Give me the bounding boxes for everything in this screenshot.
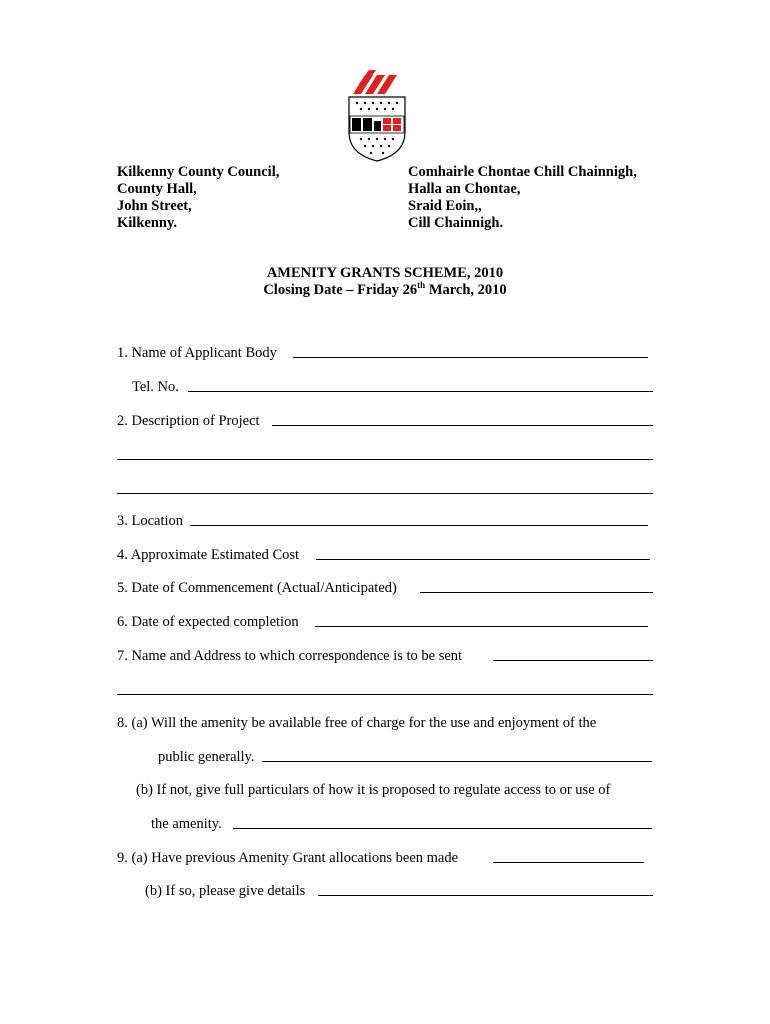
closing-date-ordinal: th: [417, 280, 426, 291]
english-address-line: County Hall,: [117, 181, 197, 197]
irish-address-line: Comhairle Chontae Chill Chainnigh,: [408, 164, 637, 180]
project-description-field-line-3[interactable]: [117, 493, 653, 494]
closing-date-prefix: Closing Date – Friday 26: [263, 282, 418, 298]
closing-date: [0, 282, 770, 299]
q5-label: 5. Date of Commencement (Actual/Anticipated): [117, 580, 397, 596]
english-address: [117, 164, 279, 232]
free-of-charge-field[interactable]: [262, 761, 652, 762]
access-particulars-field[interactable]: [233, 828, 652, 829]
q2-label: 2. Description of Project: [117, 413, 260, 429]
commencement-date-field[interactable]: [420, 592, 653, 593]
completion-date-field[interactable]: [315, 626, 648, 627]
form-title: AMENITY GRANTS SCHEME, 2010: [266, 265, 504, 281]
correspondence-address-field-line-2[interactable]: [117, 694, 653, 695]
previous-allocation-details-field[interactable]: [318, 895, 653, 896]
q9a-label: 9. (a) Have previous Amenity Grant allocations been made: [117, 850, 459, 866]
project-description-field[interactable]: [272, 425, 653, 426]
applicant-body-field[interactable]: [293, 357, 648, 358]
irish-address: [408, 164, 637, 232]
q1-tel-label: Tel. No.: [132, 379, 179, 395]
irish-address-line: Halla an Chontae,: [408, 181, 521, 197]
q7-label: 7. Name and Address to which correspondence is to be sent: [117, 648, 463, 664]
irish-address-line: Sraid Eoin,,: [408, 198, 482, 214]
english-address-line: Kilkenny County Council,: [117, 164, 280, 180]
tel-no-field[interactable]: [188, 391, 653, 392]
q8a-continuation: public generally.: [158, 749, 255, 765]
correspondence-address-field[interactable]: [493, 660, 653, 661]
q3-label: 3. Location: [117, 513, 184, 529]
q1-label: 1. Name of Applicant Body: [117, 345, 277, 361]
location-field[interactable]: [190, 525, 648, 526]
english-address-line: Kilkenny.: [117, 215, 178, 231]
irish-address-line: Cill Chainnigh.: [408, 215, 504, 231]
q8b-continuation: the amenity.: [151, 816, 222, 832]
previous-allocations-field[interactable]: [493, 862, 644, 863]
english-address-line: John Street,: [117, 198, 192, 214]
q8a-label: 8. (a) Will the amenity be available free of charge for the use and enjoyment of the: [117, 715, 597, 731]
project-description-field-line-2[interactable]: [117, 459, 653, 460]
q6-label: 6. Date of expected completion: [117, 614, 299, 630]
closing-date-rest: March, 2010: [425, 282, 507, 298]
q4-label: 4. Approximate Estimated Cost: [117, 547, 300, 563]
kilkenny-county-council-crest-icon: [343, 66, 411, 164]
estimated-cost-field[interactable]: [316, 559, 650, 560]
q8b-label: (b) If not, give full particulars of how it is proposed to regulate access to or use of: [136, 782, 611, 798]
q9b-label: (b) If so, please give details: [145, 883, 306, 899]
